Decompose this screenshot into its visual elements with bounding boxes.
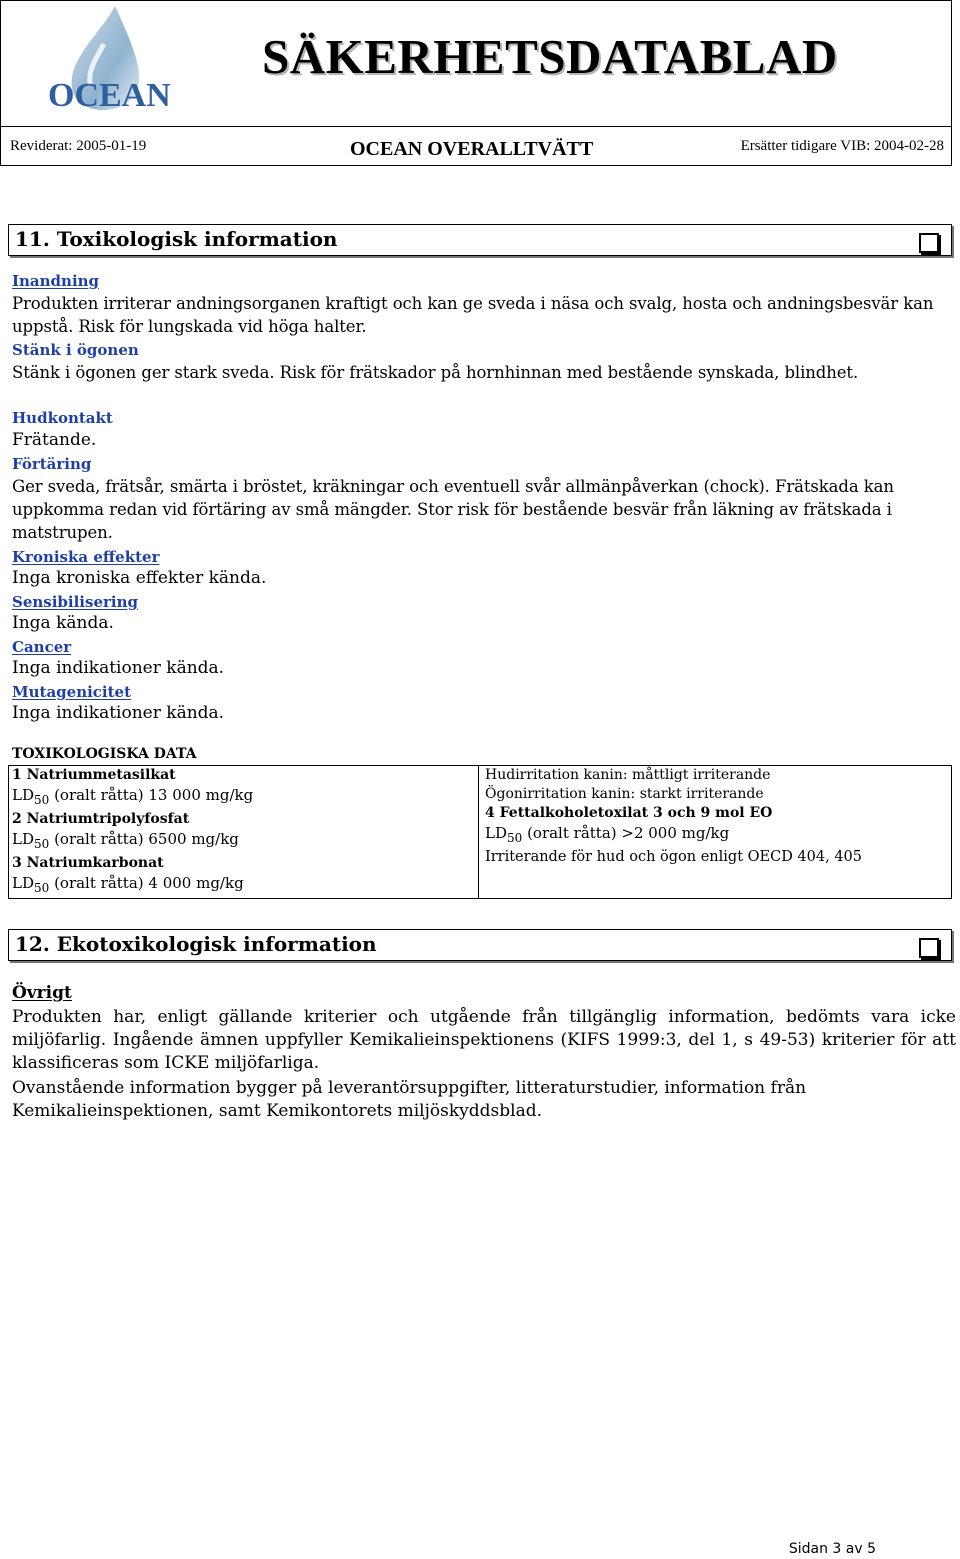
ld-prefix: LD bbox=[12, 786, 34, 804]
fortaring-label: Förtäring bbox=[12, 455, 92, 473]
tox-hudirritation: Hudirritation kanin: måttligt irriterande bbox=[485, 767, 771, 783]
ld-prefix: LD bbox=[485, 824, 507, 842]
section-11-title: 11. Toxikologisk information bbox=[15, 227, 338, 251]
document-title: SÄKERHETSDATABLAD bbox=[262, 29, 838, 84]
tox-substance-2: 2 Natriumtripolyfosfat bbox=[12, 811, 190, 827]
section-11-header bbox=[8, 224, 952, 256]
tox-data-title: TOXIKOLOGISKA DATA bbox=[12, 746, 197, 762]
inandning-text: Produkten irriterar andningsorganen kraftigt och kan ge sveda i näsa och svalg, hosta och andningsbesvär kan uppstå. Risk för lungskada vid höga halter. bbox=[12, 294, 934, 336]
ovrigt-label: Övrigt bbox=[12, 983, 72, 1003]
checkbox-icon bbox=[919, 938, 939, 958]
tox-ld-4 bbox=[485, 824, 729, 845]
svg-text:OCEAN: OCEAN bbox=[48, 77, 171, 114]
cancer-text: Inga indikationer kända. bbox=[12, 658, 225, 678]
section-12-title: 12. Ekotoxikologisk information bbox=[15, 932, 377, 956]
page-number: Sidan 3 av 5 bbox=[788, 1541, 876, 1557]
ld-sub: 50 bbox=[34, 793, 50, 807]
revised-date: Reviderat: 2005-01-19 bbox=[10, 138, 147, 154]
ld-sub: 50 bbox=[507, 831, 523, 845]
mutagenicitet-text: Inga indikationer kända. bbox=[12, 703, 225, 723]
tox-ld-1 bbox=[12, 786, 253, 807]
tox-substance-3: 3 Natriumkarbonat bbox=[12, 855, 164, 871]
sensibilisering-text: Inga kända. bbox=[12, 613, 114, 633]
ld-value: (oralt råtta) 13 000 mg/kg bbox=[54, 786, 254, 804]
ld-value: (oralt råtta) 6500 mg/kg bbox=[54, 830, 239, 848]
tox-table-divider bbox=[478, 765, 479, 898]
cancer-label: Cancer bbox=[12, 638, 72, 656]
kroniska-label: Kroniska effekter bbox=[12, 548, 160, 566]
sensibilisering-label: Sensibilisering bbox=[12, 593, 138, 611]
tox-substance-4: 4 Fettalkoholetoxilat 3 och 9 mol EO bbox=[485, 805, 773, 821]
tox-ogonirritation: Ögonirritation kanin: starkt irriterande bbox=[485, 786, 764, 802]
ld-sub: 50 bbox=[34, 837, 50, 851]
tox-ld-3 bbox=[12, 874, 244, 895]
ocean-logo bbox=[20, 4, 190, 116]
tox-oecd: Irriterande för hud och ögon enligt OECD 404, 405 bbox=[485, 849, 862, 865]
fortaring-text: Ger sveda, frätsår, smärta i bröstet, kräkningar och eventuell svår allmänpåverkan (chock). Frätskada kan uppkomma redan vid förtäring av små mängder. Stor risk för bestående besvär från läkning av frätskada i matstrupen. bbox=[12, 477, 894, 542]
stank-ogon-label: Stänk i ögonen bbox=[12, 341, 139, 359]
replaces-date: Ersätter tidigare VIB: 2004-02-28 bbox=[740, 138, 944, 154]
ld-sub: 50 bbox=[34, 881, 50, 895]
kroniska-text: Inga kroniska effekter kända. bbox=[12, 568, 267, 588]
tox-substance-1: 1 Natriummetasilkat bbox=[12, 767, 176, 783]
hudkontakt-label: Hudkontakt bbox=[12, 409, 113, 427]
inandning-label: Inandning bbox=[12, 272, 100, 290]
ovrigt-text-1: Produkten har, enligt gällande kriterier och utgående från tillgänglig information, bedömts vara icke miljöfarlig. Ingående ämnen uppfyller Kemikalieinspektionens (KIFS 1999:3, del 1, s 49-53) kriterier för att klassificeras som ICKE miljöfarliga. bbox=[12, 1007, 956, 1073]
stank-ogon-text: Stänk i ögonen ger stark sveda. Risk för frätskador på hornhinnan med bestående synskada, blindhet. bbox=[12, 363, 859, 382]
ovrigt-text-2: Ovanstående information bygger på leverantörsuppgifter, litteraturstudier, information från Kemikalieinspektionen, samt Kemikontorets miljöskyddsblad. bbox=[12, 1078, 807, 1121]
header-divider bbox=[0, 126, 952, 127]
ld-prefix: LD bbox=[12, 874, 34, 892]
ld-prefix: LD bbox=[12, 830, 34, 848]
ld-value: (oralt råtta) 4 000 mg/kg bbox=[54, 874, 244, 892]
hudkontakt-text: Frätande. bbox=[12, 430, 97, 450]
mutagenicitet-label: Mutagenicitet bbox=[12, 683, 132, 701]
section-12-header bbox=[8, 929, 952, 961]
tox-ld-2 bbox=[12, 830, 239, 851]
product-name: OCEAN OVERALLTVÄTT bbox=[350, 138, 594, 160]
checkbox-icon bbox=[919, 233, 939, 253]
ld-value: (oralt råtta) >2 000 mg/kg bbox=[527, 824, 730, 842]
